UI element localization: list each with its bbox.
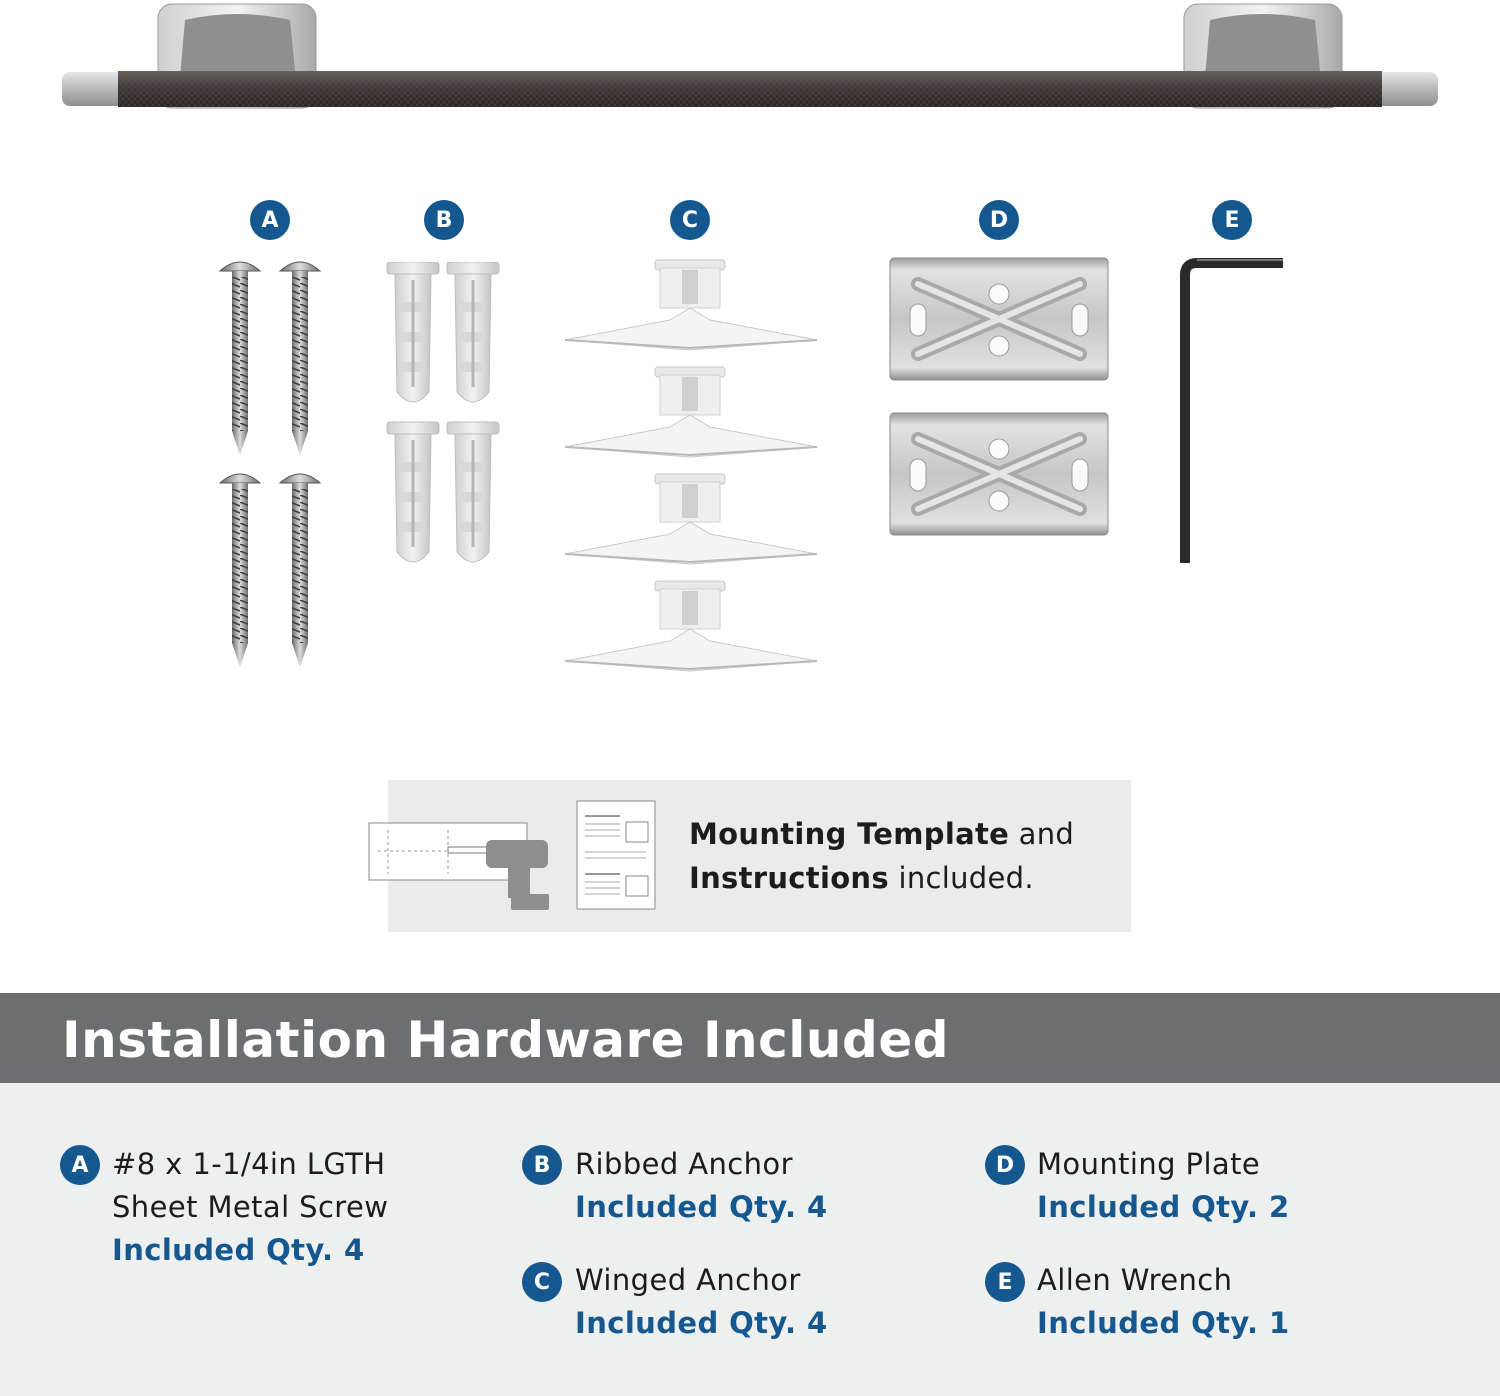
screws-illustration	[210, 255, 330, 675]
part-e-badge: E	[1212, 200, 1252, 240]
item-b-qty: Included Qty. 4	[575, 1190, 828, 1224]
template-note-bold1: Mounting Template	[689, 817, 1010, 851]
item-e-qty: Included Qty. 1	[1037, 1306, 1290, 1340]
item-a-name-line1: #8 x 1-1/4in LGTH	[112, 1147, 386, 1181]
allen-wrench-illustration	[1175, 255, 1290, 570]
part-c-badge: C	[670, 200, 710, 240]
item-a-qty: Included Qty. 4	[112, 1233, 365, 1267]
item-e	[1037, 1259, 1290, 1345]
template-note-normal1: and	[1018, 817, 1075, 851]
item-b-badge: B	[522, 1145, 562, 1185]
part-d-badge: D	[979, 200, 1019, 240]
item-d-name: Mounting Plate	[1037, 1147, 1261, 1181]
part-b-badge: B	[424, 200, 464, 240]
item-b	[575, 1143, 828, 1229]
item-a-name-line2: Sheet Metal Screw	[112, 1190, 389, 1224]
item-e-badge: E	[985, 1262, 1025, 1302]
template-note-text	[689, 812, 1074, 900]
item-b-name: Ribbed Anchor	[575, 1147, 793, 1181]
item-e-name: Allen Wrench	[1037, 1263, 1233, 1297]
winged-anchors-illustration	[560, 258, 822, 678]
template-note-normal2: included.	[898, 861, 1034, 895]
item-c-qty: Included Qty. 4	[575, 1306, 828, 1340]
template-note-bold2: Instructions	[689, 861, 889, 895]
item-a-badge: A	[60, 1145, 100, 1185]
ribbed-anchors-illustration	[385, 262, 505, 572]
mounting-plates-illustration	[888, 256, 1110, 541]
item-c	[575, 1259, 828, 1345]
drill-icon	[368, 818, 553, 913]
section-title: Installation Hardware Included	[62, 1011, 950, 1069]
item-c-name: Winged Anchor	[575, 1263, 801, 1297]
item-c-badge: C	[522, 1262, 562, 1302]
towel-bar-image	[0, 0, 1500, 130]
part-a-badge: A	[250, 200, 290, 240]
item-d	[1037, 1143, 1290, 1229]
item-d-badge: D	[985, 1145, 1025, 1185]
item-a	[112, 1143, 388, 1272]
instructions-document-icon	[576, 800, 658, 912]
item-d-qty: Included Qty. 2	[1037, 1190, 1290, 1224]
